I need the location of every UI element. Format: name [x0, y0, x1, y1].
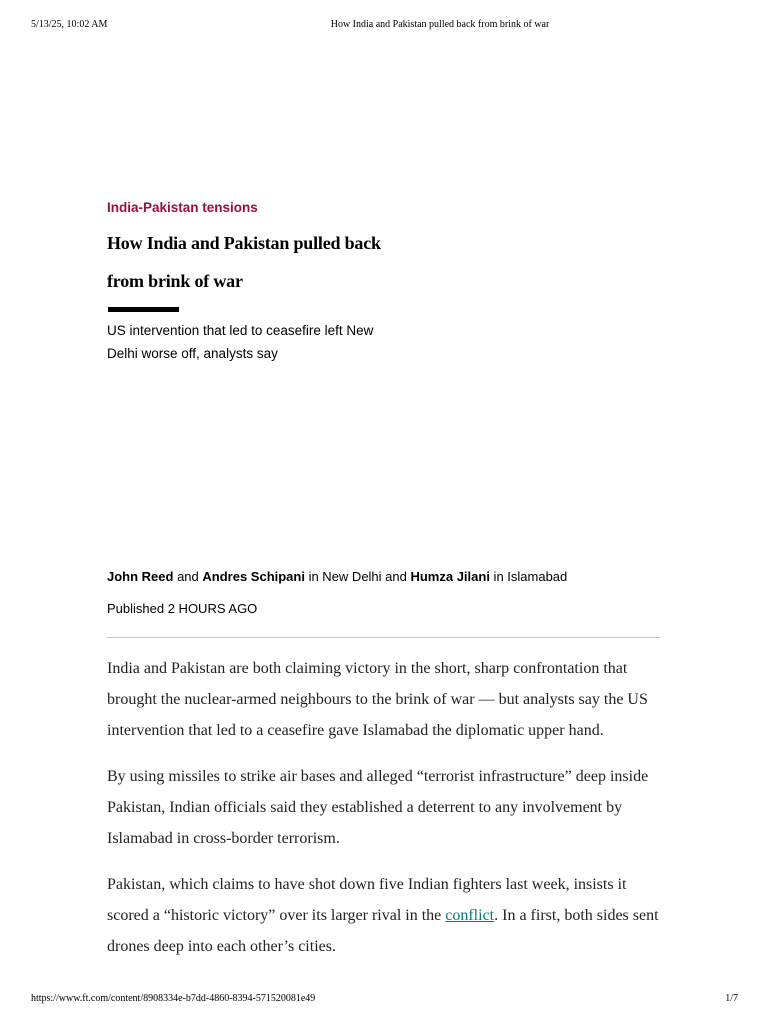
- byline-location: in Islamabad: [489, 569, 568, 584]
- paragraph: By using missiles to strike air bases and alleged “terrorist infrastructure” deep inside Pakistan, Indian officials said they established a deterrent to any involvement by Islamabad in cross-border terrorism.: [107, 768, 649, 847]
- byline: [107, 568, 567, 586]
- print-url: https://www.ft.com/content/8908334e-b7dd-4860-8394-571520081e49: [31, 993, 316, 1004]
- headline-divider: [108, 307, 179, 312]
- published-time: Published 2 HOURS AGO: [107, 601, 258, 616]
- byline-connector: and: [173, 569, 203, 584]
- author-link-john-reed[interactable]: John Reed: [107, 569, 174, 584]
- standfirst: US intervention that led to ceasefire left New Delhi worse off, analysts say: [107, 323, 374, 361]
- paragraph: India and Pakistan are both claiming victory in the short, sharp confrontation that brought the nuclear-armed neighbours to the brink of war — but analysts say the US intervention that led to a ceasefire gave Islamabad the diplomatic upper hand.: [107, 660, 648, 739]
- print-page-number: 1/7: [725, 993, 738, 1004]
- headline: How India and Pakistan pulled back from brink of war: [107, 233, 381, 291]
- print-page-title: How India and Pakistan pulled back from brink of war: [330, 19, 550, 30]
- author-link-humza-jilani[interactable]: Humza Jilani: [410, 569, 490, 584]
- byline-location: in New Delhi and: [304, 569, 411, 584]
- conflict-link[interactable]: conflict: [445, 907, 495, 924]
- byline-divider: [107, 637, 660, 638]
- author-link-andres-schipani[interactable]: Andres Schipani: [202, 569, 305, 584]
- print-datetime: 5/13/25, 10:02 AM: [31, 19, 108, 30]
- paragraph-text: Pakistan, which claims to have shot down five Indian fighters last week, insists it scored a “historic victory” over its larger rival in the: [107, 876, 627, 924]
- topic-link[interactable]: India-Pakistan tensions: [107, 200, 258, 215]
- article-body: [107, 653, 660, 977]
- paragraph-text: . In a first, both sides sent drones deep into each other’s cities.: [107, 907, 659, 955]
- paragraph: [107, 869, 660, 962]
